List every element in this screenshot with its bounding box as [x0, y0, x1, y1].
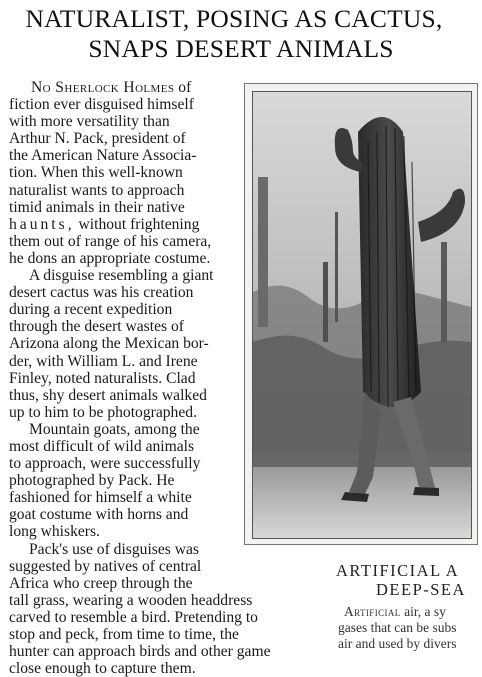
photo-frame: [244, 83, 478, 545]
body-line: stop and peck, from time to time, the: [9, 626, 239, 643]
sidebar-headline-line-2: DEEP-SEA: [376, 580, 466, 599]
lead-small-caps: No Sherlock Holmes: [31, 79, 175, 96]
body-line: fashioned for himself a white: [9, 489, 192, 507]
headline-line-1: NATURALIST, POSING AS CACTUS,: [25, 4, 443, 33]
body-line: most difficult of wild animals: [9, 437, 195, 455]
cactus-costume-photo: [252, 91, 472, 539]
body-line: to approach, were successfully: [9, 455, 201, 473]
body-line: goat costume with horns and: [9, 506, 189, 524]
body-line: timid animals in their native: [9, 198, 185, 216]
body-line: Finley, noted naturalists. Clad: [9, 369, 196, 387]
body-line: A disguise resembling a giant: [29, 267, 214, 285]
body-text: of: [174, 79, 192, 96]
sidebar-headline: [336, 561, 482, 599]
sidebar-headline-line-1: ARTIFICIAL A: [336, 561, 460, 580]
body-line: hunter can approach birds and other game: [9, 643, 271, 661]
body-line: tion. When this well-known: [9, 164, 183, 182]
body-line: tall grass, wearing a wooden headdress: [9, 591, 253, 609]
body-line: long whiskers.: [9, 523, 100, 541]
body-line: carved to resemble a bird. Pretending to: [9, 608, 258, 626]
body-line: desert cactus was his creation: [9, 284, 194, 302]
body-line: up to him to be photographed.: [9, 403, 197, 421]
body-line: der, with William L. and Irene: [9, 352, 198, 370]
body-line: them out of range of his camera,: [9, 232, 212, 250]
body-line: Africa who creep through the: [9, 574, 193, 592]
body-line: Arizona along the Mexican bor-: [9, 335, 209, 353]
body-line: photographed by Pack. He: [9, 472, 175, 490]
body-text: without frightening: [74, 215, 200, 233]
body-line: fiction ever disguised himself: [9, 96, 194, 114]
spaced-word: haunts,: [9, 215, 75, 233]
headline-line-2: SNAPS DESERT ANIMALS: [88, 34, 394, 63]
sidebar-body: [338, 604, 482, 652]
sidebar-lead-caps: Artificial: [344, 604, 401, 619]
body-line: close enough to capture them.: [9, 660, 196, 677]
body-line: thus, shy desert animals walked: [9, 386, 207, 404]
sidebar-text: air, a sy: [400, 604, 446, 619]
body-line: Pack's use of disguises was: [29, 540, 199, 558]
body-line: Arthur N. Pack, president of: [9, 130, 186, 148]
sidebar-body-line: [338, 604, 482, 620]
sidebar-body-line: gases that can be subs: [338, 620, 457, 635]
sidebar-body-line: air and used by divers: [338, 636, 457, 651]
body-line: during a recent expedition: [9, 301, 173, 319]
photo-illustration: [253, 92, 471, 538]
body-line: through the desert wastes of: [9, 318, 184, 336]
body-line: Mountain goats, among the: [29, 420, 200, 438]
article-headline: [0, 4, 482, 64]
body-line: suggested by natives of central: [9, 557, 202, 575]
body-line: naturalist wants to approach: [9, 181, 185, 199]
body-line: the American Nature Associa-: [9, 147, 197, 165]
body-line: he dons an appropriate costume.: [9, 249, 211, 267]
body-line: with more versatility than: [9, 113, 170, 131]
